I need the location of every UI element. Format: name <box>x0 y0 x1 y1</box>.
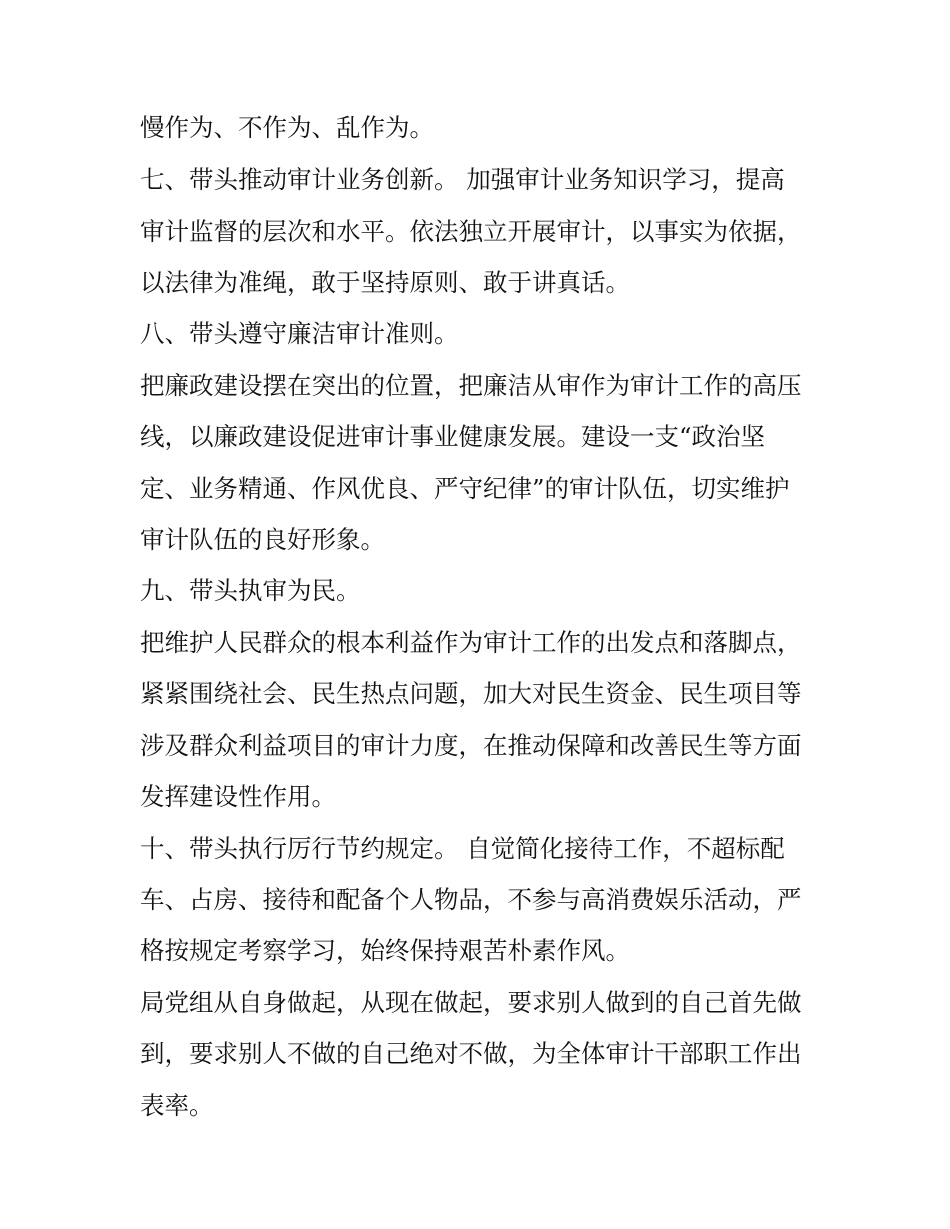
text-line-13: 涉及群众利益项目的审计力度，在推动保障和改善民生等方面 <box>140 731 802 760</box>
text-line-16: 车、占房、接待和配备个人物品，不参与高消费娱乐活动，严 <box>140 885 802 914</box>
text-line-2: 七、带头推动审计业务创新。 加强审计业务知识学习，提高 <box>140 165 785 194</box>
text-line-7: 线，以廉政建设促进审计事业健康发展。建设一支“政治坚 <box>140 422 766 451</box>
text-line-19: 到，要求别人不做的自己绝对不做，为全体审计干部职工作出 <box>140 1039 802 1068</box>
text-line-8: 定、业务精通、作风优良、严守纪律”的审计队伍，切实维护 <box>140 474 790 503</box>
text-line-15: 十、带头执行厉行节约规定。 自觉简化接待工作，不超标配 <box>140 834 785 863</box>
text-line-10: 九、带头执审为民。 <box>140 576 361 605</box>
text-line-3: 审计监督的层次和水平。依法独立开展审计，以事实为依据， <box>140 217 802 246</box>
text-line-5: 八、带头遵守廉洁审计准则。 <box>140 319 459 348</box>
text-line-4: 以法律为准绳，敢于坚持原则、敢于讲真话。 <box>140 268 630 297</box>
text-line-9: 审计队伍的良好形象。 <box>140 525 385 554</box>
text-line-17: 格按规定考察学习，始终保持艰苦朴素作风。 <box>140 936 630 965</box>
text-line-18: 局党组从自身做起，从现在做起，要求别人做到的自己首先做 <box>140 988 802 1017</box>
text-line-6: 把廉政建设摆在突出的位置，把廉洁从审作为审计工作的高压 <box>140 371 802 400</box>
text-line-12: 紧紧围绕社会、民生热点问题，加大对民生资金、民生项目等 <box>140 679 802 708</box>
text-line-14: 发挥建设性作用。 <box>140 782 336 811</box>
text-line-11: 把维护人民群众的根本利益作为审计工作的出发点和落脚点， <box>140 628 802 657</box>
text-line-1: 慢作为、不作为、乱作为。 <box>140 113 434 142</box>
text-line-20: 表率。 <box>140 1091 214 1120</box>
